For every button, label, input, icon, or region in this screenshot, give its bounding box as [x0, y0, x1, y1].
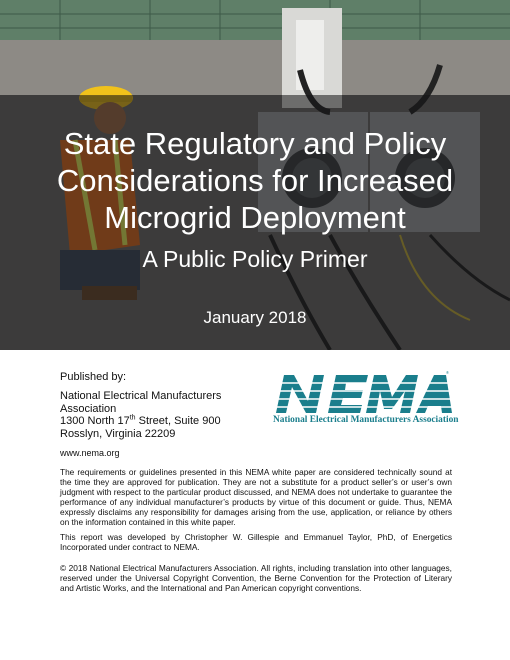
credit-paragraph: This report was developed by Christopher W. Gillespie and Emmanuel Taylor, PhD, of Energetics Incorporated under contract to NEMA. [60, 532, 452, 553]
city-line: Rosslyn, Virginia 22209 [60, 427, 176, 440]
svg-text:®: ® [446, 370, 449, 375]
document-subtitle: A Public Policy Primer [142, 246, 368, 272]
publication-date: January 2018 [203, 308, 307, 327]
org-name-line2: Association [60, 402, 117, 415]
nema-logo-caption: National Electrical Manufacturers Association [273, 415, 459, 425]
website-link[interactable]: www.nema.org [60, 448, 120, 458]
disclaimer-paragraph: The requirements or guidelines presented in this NEMA white paper are considered technically sound at the time they are approved for publication. They are not a substitute for a product seller’s or user’s own judgment with respect to the particular product discussed, and NEMA does not undertake to guarantee the performance of any individual manufacturer’s products by virtue of this document or guide. Thus, NEMA expressly disclaims any responsibility for damages arising from the use, application, or reliance by others on the information contained in this white paper. [60, 467, 452, 528]
publisher-address [60, 390, 221, 440]
published-by-label: Published by: [60, 371, 127, 383]
org-name-line1: National Electrical Manufacturers [60, 390, 222, 402]
ordinal-suffix: th [129, 414, 136, 422]
title-line: State Regulatory and Policy [63, 126, 447, 161]
copyright-paragraph: © 2018 National Electrical Manufacturers Association. All rights, including translation into other languages, reserved under the Universal Copyright Convention, the Berne Convention for the Protection of Literary and Artistic Works, and the International and Pan American copyright conventions. [60, 563, 452, 594]
street-address [60, 415, 221, 428]
title-line: Considerations for Increased [56, 163, 454, 198]
title-line: Microgrid Deployment [104, 200, 406, 235]
street-suffix: Street, Suite 900 [135, 415, 221, 427]
street-prefix: 1300 North 17 [60, 415, 130, 427]
document-title [0, 125, 510, 236]
